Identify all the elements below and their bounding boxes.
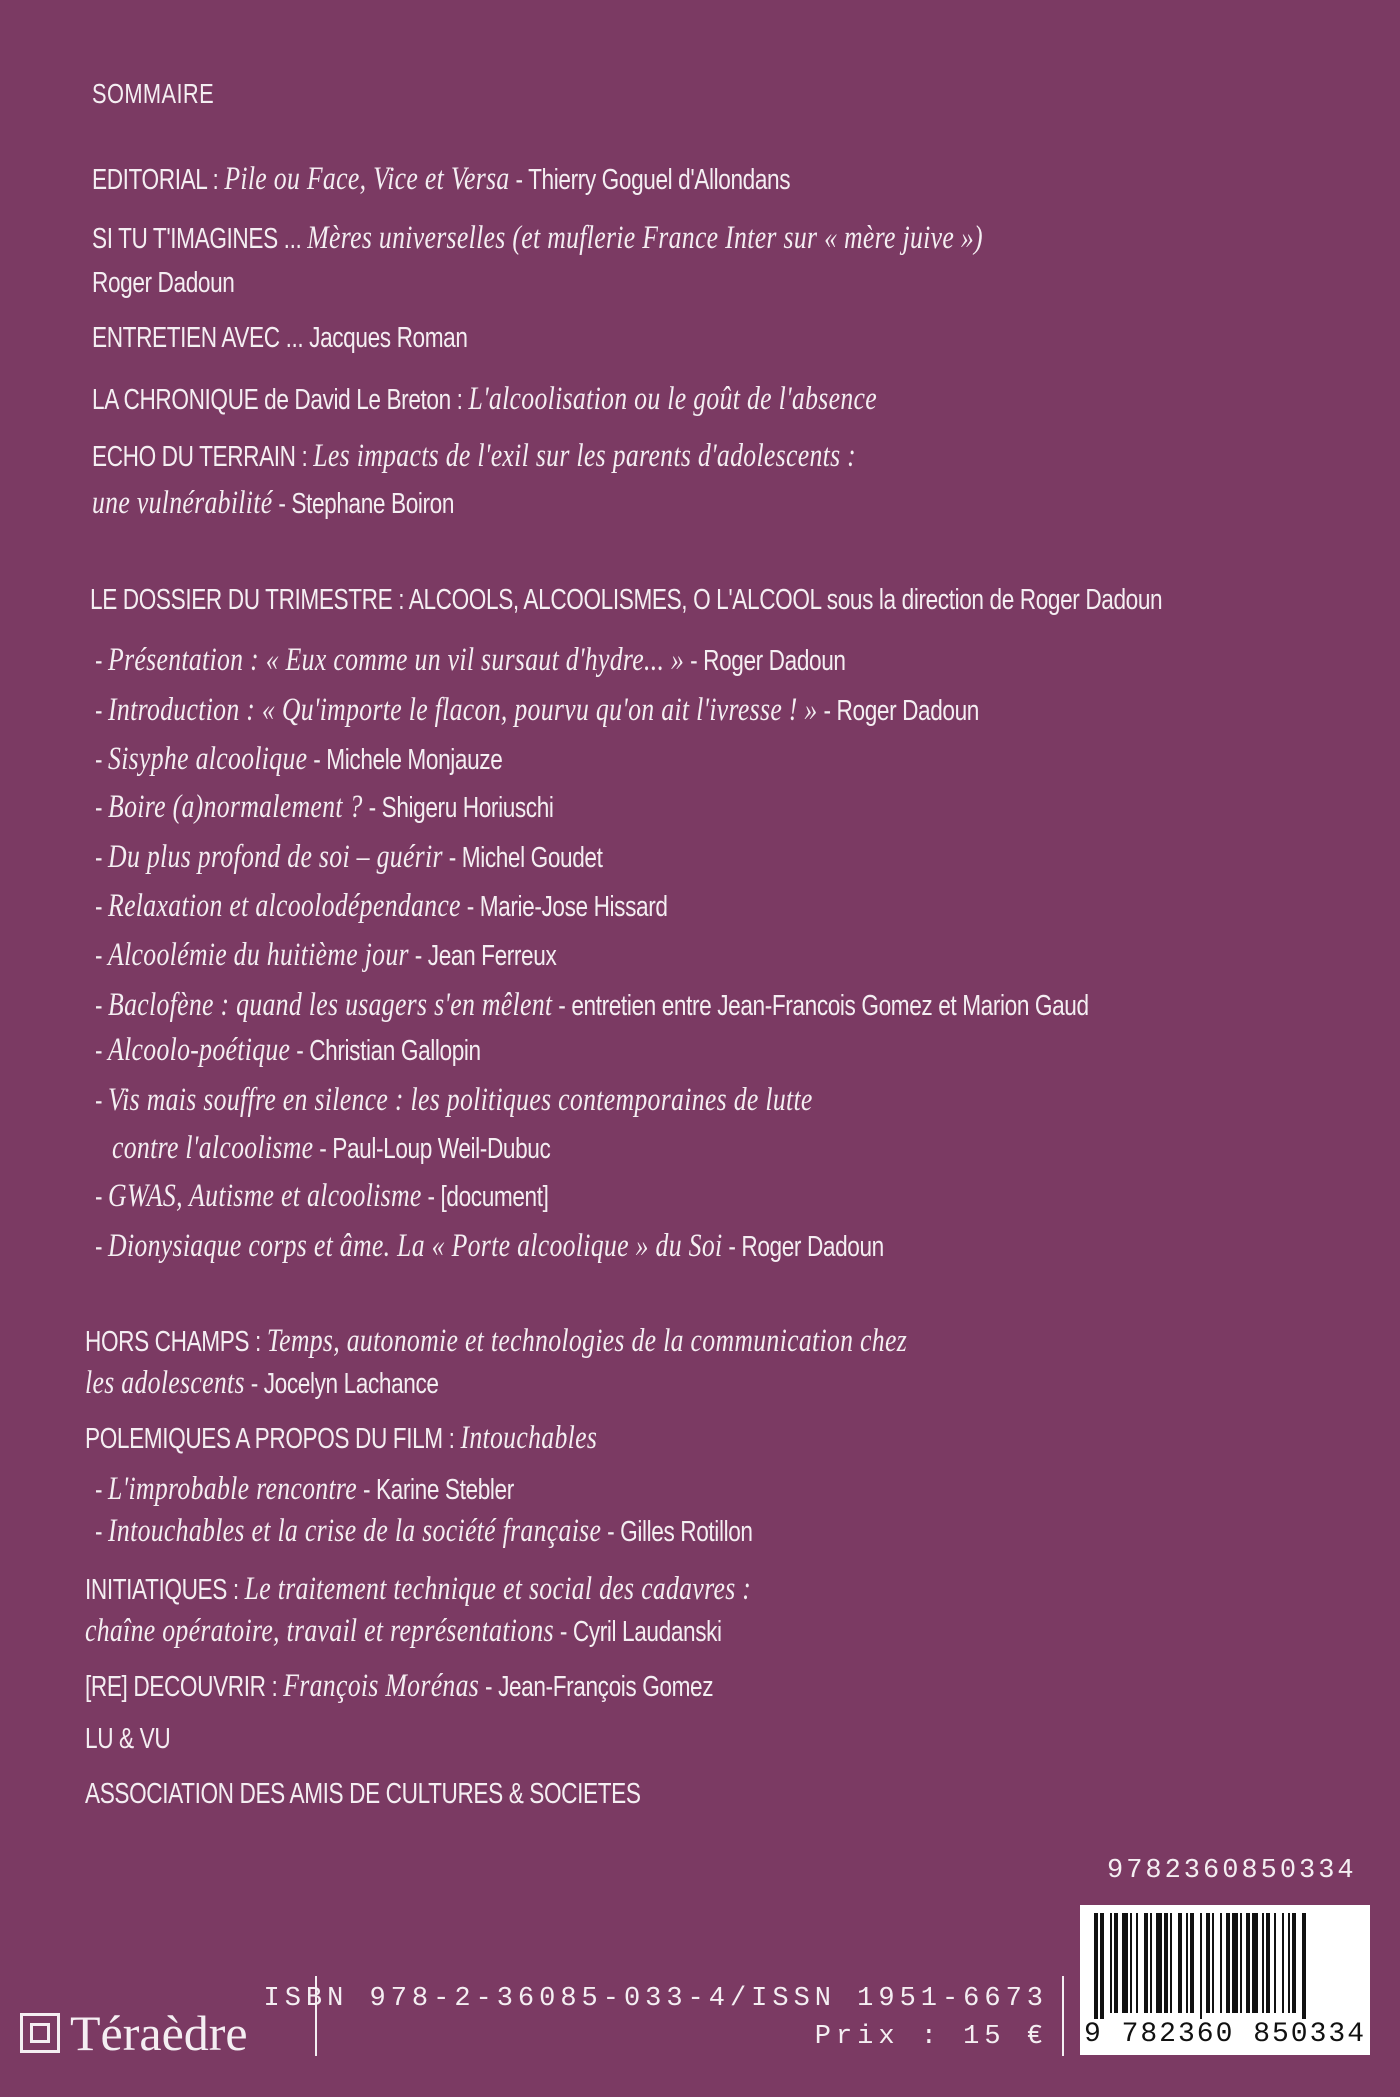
toc-text: - Karine Stebler	[357, 1474, 514, 1506]
toc-text: - entretien entre Jean-Francois Gomez et Marion Gaud	[552, 990, 1089, 1022]
toc-line	[85, 1723, 170, 1756]
toc-text: EDITORIAL :	[92, 164, 225, 196]
toc-text: - Michele Monjauze	[307, 744, 503, 776]
toc-title-text: les adolescents	[85, 1365, 245, 1401]
toc-text: -	[95, 1231, 109, 1263]
toc-text: - Cyril Laudanski	[553, 1616, 722, 1648]
toc-text: -	[95, 695, 109, 727]
toc-text: -	[95, 1516, 109, 1548]
toc-text: - Roger Dadoun	[817, 695, 980, 727]
toc-text: - Thierry Goguel d'Allondans	[509, 164, 791, 196]
ean-number: 9782360850334	[1107, 1856, 1357, 1886]
toc-line	[95, 839, 603, 876]
toc-title-text: L'alcoolisation ou le goût de l'absence	[468, 381, 877, 417]
toc-text: ENTRETIEN AVEC ... Jacques Roman	[92, 322, 468, 354]
toc-text: - Jocelyn Lachance	[244, 1368, 439, 1400]
toc-line	[92, 161, 790, 198]
toc-title-text: Intouchables	[460, 1420, 598, 1456]
toc-line	[85, 1365, 439, 1402]
toc-text: -	[95, 1474, 109, 1506]
barcode-bar	[1274, 1913, 1276, 2013]
toc-text: - Jean Ferreux	[408, 940, 557, 972]
toc-text: -	[95, 1035, 109, 1067]
toc-line	[92, 438, 856, 475]
toc-text: - Jean-François Gomez	[479, 1671, 714, 1703]
toc-text: LA CHRONIQUE de David Le Breton :	[92, 384, 469, 416]
barcode-bar	[1206, 1913, 1210, 2013]
toc-title-text: Baclofène : quand les usagers s'en mêlent	[108, 987, 553, 1023]
toc-title-text: L'improbable rencontre	[108, 1471, 358, 1507]
toc-title-text: Intouchables et la crise de la société française	[108, 1513, 602, 1549]
toc-line	[95, 1178, 549, 1215]
toc-text: -	[95, 842, 109, 874]
toc-text: - Shigeru Horiuschi	[362, 792, 554, 824]
toc-line	[95, 1513, 753, 1550]
toc-title-text: Du plus profond de soi – guérir	[108, 839, 443, 875]
publisher-square-icon	[20, 2013, 60, 2053]
isbn-block	[263, 1976, 1064, 2056]
barcode-bar	[1220, 1913, 1222, 2013]
toc-text: - Paul-Loup Weil-Dubuc	[313, 1133, 551, 1165]
toc-text: -	[95, 792, 109, 824]
toc-line	[85, 1571, 751, 1608]
barcode-bar	[1246, 1913, 1250, 2013]
toc-text: [RE] DECOUVRIR :	[85, 1671, 284, 1703]
toc-text: -	[95, 1085, 109, 1117]
barcode-bar	[1094, 1913, 1098, 2023]
toc-line	[85, 1323, 907, 1360]
publisher-name: Téraèdre	[70, 2005, 248, 2061]
toc-title-text: Alcoolémie du huitième jour	[108, 937, 409, 973]
toc-text: LU & VU	[85, 1723, 171, 1755]
toc-title-text: Pile ou Face, Vice et Versa	[224, 161, 510, 197]
toc-text: - [document]	[421, 1181, 549, 1213]
barcode-bar	[1288, 1913, 1290, 2013]
toc-line	[85, 1420, 597, 1457]
toc-text: - Marie-Jose Hissard	[460, 891, 668, 923]
toc-text: Roger Dadoun	[92, 267, 235, 299]
toc-line	[112, 1130, 550, 1167]
barcode	[1080, 1905, 1370, 2055]
toc-line	[85, 1778, 641, 1811]
toc-text: - Gilles Rotillon	[601, 1516, 753, 1548]
toc-line	[92, 267, 234, 300]
toc-title-text: chaîne opératoire, travail et représentations	[85, 1613, 554, 1649]
toc-text: -	[95, 645, 109, 677]
barcode-digits: 9 782360 850334	[1080, 2019, 1370, 2051]
barcode-bar	[1170, 1913, 1172, 2013]
barcode-bar	[1144, 1913, 1148, 2013]
toc-text: -	[95, 744, 109, 776]
barcode-bar	[1302, 1913, 1306, 2023]
isbn-issn-text: ISBN 978-2-36085-033-4/ISSN 1951-6673	[263, 1984, 1048, 2014]
barcode-bar	[1212, 1913, 1214, 2013]
toc-text: - Michel Goudet	[442, 842, 603, 874]
toc-title-text: Les impacts de l'exil sur les parents d'adolescents :	[313, 438, 857, 474]
barcode-bar	[1240, 1913, 1242, 2013]
toc-text: - Stephane Boiron	[272, 488, 455, 520]
toc-text: LE DOSSIER DU TRIMESTRE : ALCOOLS, ALCOOLISMES, O L'ALCOOL sous la direction de Roger Dadoun	[90, 584, 1163, 616]
toc-title-text: Présentation : « Eux comme un vil sursaut d'hydre... »	[108, 642, 685, 678]
toc-text: -	[95, 940, 109, 972]
toc-line	[95, 692, 979, 729]
toc-line	[95, 987, 1089, 1024]
toc-line	[95, 1032, 481, 1069]
toc-text: -	[95, 891, 109, 923]
publisher-logo	[20, 2005, 248, 2061]
toc-title-text: Le traitement technique et social des cadavres :	[244, 1571, 752, 1607]
toc-text: POLEMIQUES A PROPOS DU FILM :	[85, 1423, 461, 1455]
toc-title-text: contre l'alcoolisme	[112, 1130, 314, 1166]
toc-line	[95, 937, 556, 974]
toc-title-text: GWAS, Autisme et alcoolisme	[108, 1178, 422, 1214]
barcode-bar	[1266, 1913, 1270, 2013]
toc-title-text: François Morénas	[283, 1668, 480, 1704]
barcode-bar	[1186, 1913, 1188, 2013]
toc-text: INITIATIQUES :	[85, 1574, 245, 1606]
barcode-bar	[1282, 1913, 1284, 2013]
toc-line	[90, 584, 1162, 617]
barcode-bar	[1136, 1913, 1138, 2013]
barcode-bar	[1114, 1913, 1118, 2013]
toc-line	[85, 1613, 722, 1650]
barcode-bar	[1190, 1913, 1194, 2013]
barcode-bars	[1080, 1905, 1370, 2023]
toc-line	[95, 888, 668, 925]
toc-text: - Christian Gallopin	[290, 1035, 481, 1067]
barcode-bar	[1200, 1913, 1202, 2023]
toc-line	[92, 485, 454, 522]
toc-text: -	[95, 1181, 109, 1213]
toc-line	[95, 1082, 813, 1119]
toc-text: HORS CHAMPS :	[85, 1326, 267, 1358]
toc-text: SOMMAIRE	[92, 78, 215, 109]
toc-line	[92, 220, 983, 257]
toc-title-text: Temps, autonomie et technologies de la communication chez	[266, 1323, 908, 1359]
toc-text: SI TU T'IMAGINES ...	[92, 223, 308, 255]
toc-title-text: Vis mais souffre en silence : les politiques contemporaines de lutte	[108, 1082, 813, 1118]
toc-title-text: Introduction : « Qu'importe le flacon, pourvu qu'on ait l'ivresse ! »	[108, 692, 818, 728]
toc-title-text: Boire (a)normalement ?	[108, 789, 363, 825]
barcode-bar	[1262, 1913, 1264, 2013]
barcode-bar	[1164, 1913, 1168, 2013]
toc-text: ECHO DU TERRAIN :	[92, 441, 314, 473]
toc-line	[85, 1668, 713, 1705]
toc-line	[95, 642, 846, 679]
barcode-bar	[1130, 1913, 1132, 2013]
barcode-bar	[1232, 1913, 1238, 2013]
toc-line	[95, 741, 502, 778]
toc-text: ASSOCIATION DES AMIS DE CULTURES & SOCIETES	[85, 1778, 641, 1810]
toc-title-text: une vulnérabilité	[92, 485, 273, 521]
toc-text: -	[95, 990, 109, 1022]
barcode-bar	[1110, 1913, 1112, 2013]
barcode-bar	[1156, 1913, 1162, 2013]
barcode-bar	[1292, 1913, 1296, 2013]
barcode-bar	[1226, 1913, 1230, 2013]
toc-title-text: Relaxation et alcoolodépendance	[108, 888, 461, 924]
price-text: Prix : 15 €	[814, 2022, 1048, 2052]
toc-line	[95, 789, 554, 826]
page-title	[92, 78, 214, 110]
toc-title-text: Mères universelles (et muflerie France Inter sur « mère juive »)	[307, 220, 983, 256]
toc-title-text: Sisyphe alcoolique	[108, 741, 308, 777]
toc-text: - Roger Dadoun	[684, 645, 846, 677]
barcode-bar	[1178, 1913, 1182, 2013]
barcode-bar	[1252, 1913, 1258, 2013]
toc-line	[95, 1228, 884, 1265]
barcode-bar	[1122, 1913, 1128, 2013]
toc-text: - Roger Dadoun	[722, 1231, 884, 1263]
toc-title-text: Dionysiaque corps et âme. La « Porte alcoolique » du Soi	[108, 1228, 723, 1264]
toc-line	[95, 1471, 514, 1508]
barcode-bar	[1100, 1913, 1104, 2023]
toc-line	[92, 381, 877, 418]
barcode-bar	[1150, 1913, 1152, 2013]
toc-title-text: Alcoolo-poétique	[108, 1032, 291, 1068]
toc-line	[92, 322, 468, 355]
